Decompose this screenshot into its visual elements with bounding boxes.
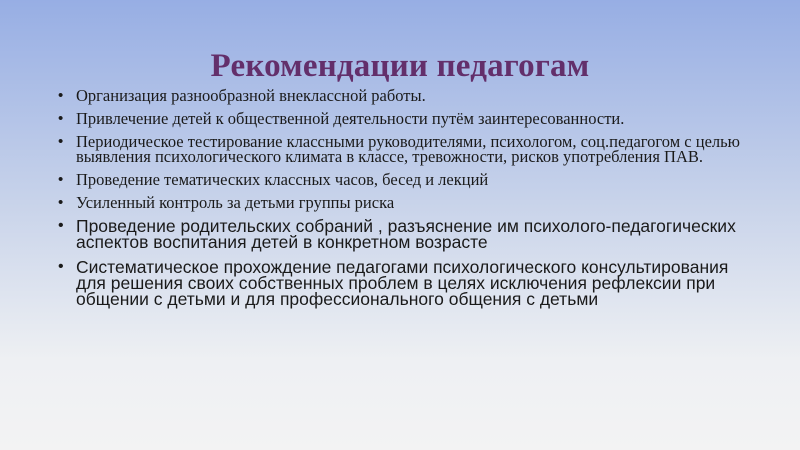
list-item-text: Проведение родительских собраний , разъяснение им психолого-педагогических аспектов воспитания детей в конкретном возрасте [76,216,736,252]
list-item-text: Усиленный контроль за детьми группы риска [76,193,395,212]
bullet-icon: • [58,217,64,234]
list-item [58,111,740,126]
bullet-icon: • [58,133,64,150]
list-item-text: Проведение тематических классных часов, бесед и лекций [76,170,489,189]
bullet-list [58,88,740,316]
bullet-icon: • [58,258,64,275]
bullet-icon: • [58,171,64,188]
list-item-text: Привлечение детей к общественной деятельности путём заинтересованности. [76,109,625,128]
bullet-icon: • [58,110,64,127]
list-item-text: Организация разнообразной внеклассной работы. [76,86,426,105]
list-item [58,259,740,307]
list-item [58,172,740,187]
list-item-text: Систематическое прохождение педагогами психологического консультирования для решения своих собственных проблем в целях исключения рефлексии при общении с детьми и для профессионального общения с детьми [76,257,729,309]
list-item [58,88,740,103]
bullet-icon: • [58,194,64,211]
list-item [58,218,740,250]
list-item [58,134,740,164]
list-item [58,195,740,210]
slide-title: Рекомендации педагогам [210,48,590,84]
bullet-icon: • [58,87,64,104]
list-item-text: Периодическое тестирование классными руководителями, психологом, соц.педагогом с целью выявления психологического климата в классе, тревожности, рисков употребления ПАВ. [76,132,740,166]
